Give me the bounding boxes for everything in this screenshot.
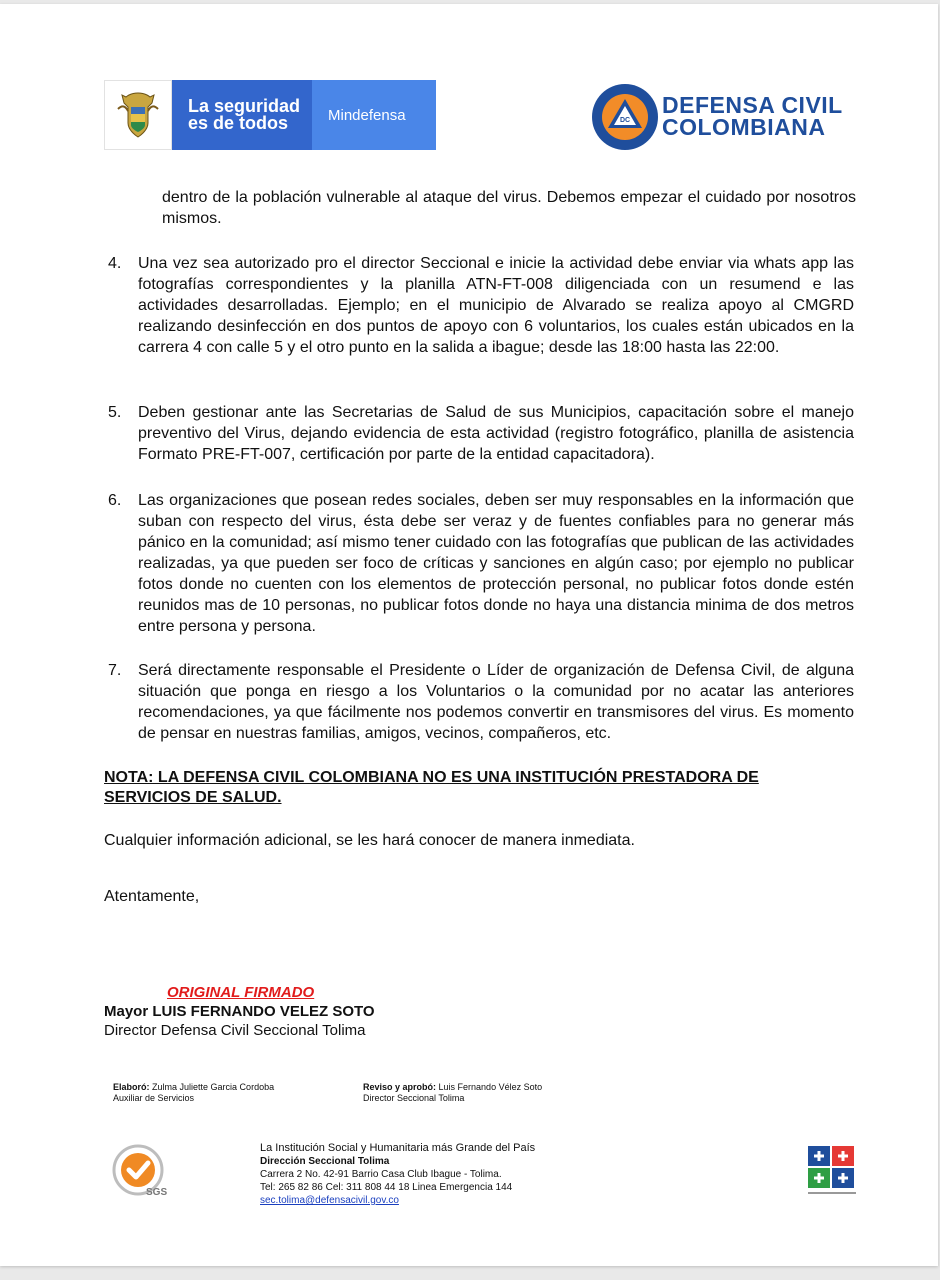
coat-of-arms-icon: [104, 80, 172, 150]
footer-office: Dirección Seccional Tolima: [260, 1156, 390, 1167]
reviewed-by-role: Director Seccional Tolima: [363, 1093, 465, 1103]
footer-email-link[interactable]: sec.tolima@defensacivil.gov.co: [260, 1195, 399, 1206]
additional-info-paragraph: Cualquier información adicional, se les hará conocer de manera inmediata.: [104, 832, 635, 849]
government-slogan: [172, 80, 312, 150]
disclaimer-note: NOTA: LA DEFENSA CIVIL COLOMBIANA NO ES UNA INSTITUCIÓN PRESTADORA DE SERVICIOS DE SALUD.: [104, 769, 759, 806]
reviewed-by-name: Luis Fernando Vélez Soto: [438, 1082, 543, 1092]
volunteer-logo-icon: [804, 1142, 860, 1200]
list-item-number: 6.: [108, 492, 122, 509]
prepared-by-label: Elaboró:: [113, 1082, 150, 1092]
footer-institution: La Institución Social y Humanitaria más Grande del País: [260, 1142, 536, 1154]
prepared-by-role: Auxiliar de Servicios: [113, 1093, 195, 1103]
footer-contact: [260, 1142, 535, 1207]
ministry-label: Mindefensa: [312, 80, 436, 150]
mindefensa-banner: [104, 80, 436, 150]
prepared-by-name: Zulma Juliette Garcia Cordoba: [152, 1082, 275, 1092]
slogan-line-1: La seguridad: [188, 96, 301, 116]
document-page: [0, 4, 938, 1266]
list-item-text: Una vez sea autorizado pro el director Seccional e inicie la actividad debe enviar via whats app las fotografías correspondientes y la planilla ATN-FT-008 diligenciada con un resumend e las actividades desarrolladas. Ejemplo; en el municipio de Alvarado se realiza apoyo al CMGRD realizando desinfección en dos puntos de apoyo con 6 voluntarios, los cuales están ubicados en la carrera 4 con calle 5 y el otro punto en la salida a ibague; desde las 18:00 hasta las 22:00.: [138, 255, 854, 356]
organization-name-line-1: DEFENSA CIVIL: [662, 92, 843, 118]
svg-text:DC: DC: [619, 117, 631, 124]
signer-role: Director Defensa Civil Seccional Tolima: [104, 1022, 366, 1039]
defensa-civil-logo-icon: [590, 82, 660, 152]
organization-name: [662, 94, 843, 138]
reviewed-by-label: Reviso y aprobó:: [363, 1082, 437, 1092]
reviewed-by: [363, 1082, 542, 1104]
footer-phones: Tel: 265 82 86 Cel: 311 808 44 18 Linea Emergencia 144: [260, 1182, 513, 1193]
footer-address: Carrera 2 No. 42-91 Barrio Casa Club Ibague - Tolima.: [260, 1169, 502, 1180]
continuation-paragraph: dentro de la población vulnerable al ataque del virus. Debemos empezar el cuidado por nosotros mismos.: [162, 189, 856, 227]
sgs-label: SGS: [146, 1187, 168, 1198]
list-item-number: 7.: [108, 662, 122, 679]
organization-name-line-2: COLOMBIANA: [662, 114, 826, 140]
slogan-line-2: es de todos: [188, 113, 289, 133]
list-item-text: Será directamente responsable el Presidente o Líder de organización de Defensa Civil, de alguna situación que ponga en riesgo a los Voluntarios o la comunidad por no acatar las anteriores recomendaciones, ya que fácilmente nos podemos convertir en transmisores del virus. Es momento de pensar en nuestras familias, amigos, vecinos, compañeros, etc.: [138, 662, 854, 742]
prepared-by: [113, 1082, 274, 1104]
sgs-certification-icon: [108, 1140, 172, 1206]
list-item-text: Deben gestionar ante las Secretarias de Salud de sus Municipios, capacitación sobre el manejo preventivo del Virus, dejando evidencia de esta actividad (registro fotográfico, planilla de asistencia Formato PRE-FT-007, certificación por parte de la entidad capacitadora).: [138, 404, 854, 463]
list-item-text: Las organizaciones que posean redes sociales, deben ser muy responsables en la información que suban con respecto del virus, ésta debe ser veraz y de fuentes confiables para no generar más pánico en la comunidad; así mismo tener cuidado con las fotografías que publican de las actividades realizadas, ya que pueden ser foco de críticas y sanciones en algún caso; por ejemplo no publicar fotos donde no cuenten con los elementos de protección personal, no publicar fotos donde estén reunidos mas de 10 personas, no publicar fotos donde no haya una distancia minima de dos metros entre persona y persona.: [138, 492, 854, 635]
list-item-number: 4.: [108, 255, 122, 272]
signer-name: Mayor LUIS FERNANDO VELEZ SOTO: [104, 1003, 375, 1020]
closing-salutation: Atentamente,: [104, 888, 200, 905]
original-signed-mark: ORIGINAL FIRMADO: [167, 984, 315, 1001]
list-item-number: 5.: [108, 404, 122, 421]
